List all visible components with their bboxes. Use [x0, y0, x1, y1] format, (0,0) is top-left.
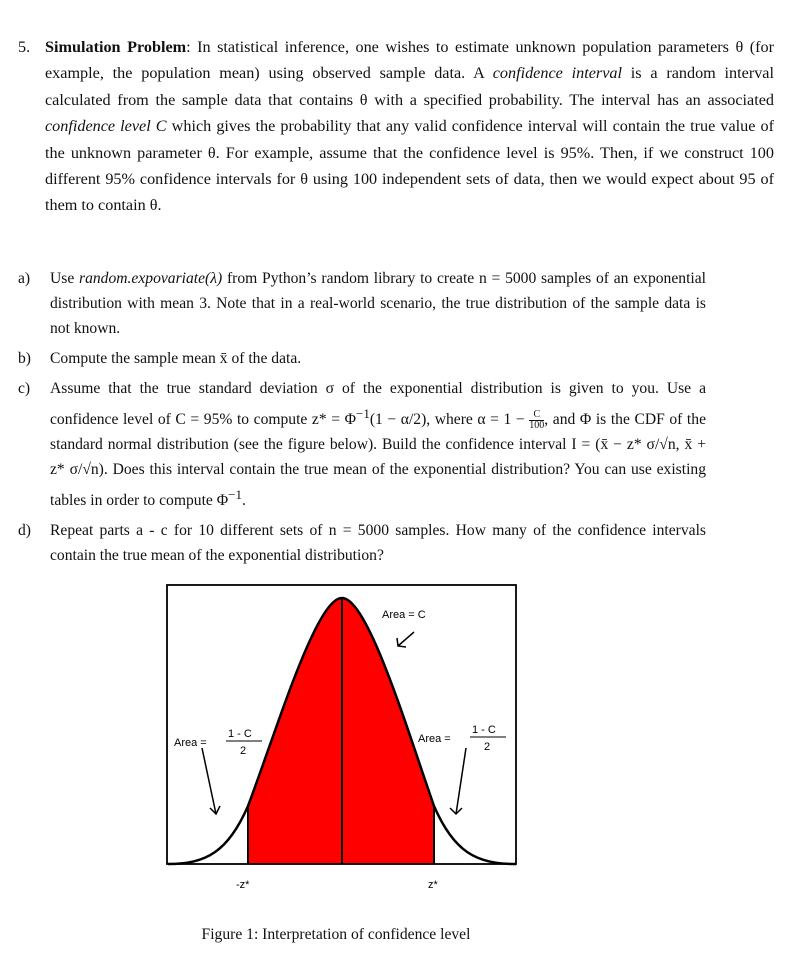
part-a-label: a) — [18, 270, 31, 287]
part-c-text-1: Assume that the true standard deviation σ of the exponential distribution is given to you. Use a confidence level of C = 95% to compute z* = Φ — [50, 380, 706, 429]
part-a-text-2: from Python’s random library to create n = 5000 samples of an exponential distribution with mean 3. Note that in a real-world scenario, the true distribution of the sample data is not known. — [50, 270, 706, 337]
normal-curve-svg — [166, 582, 518, 916]
problem-paragraph — [18, 34, 774, 219]
arrow-right — [450, 748, 466, 814]
term-confidence-level: confidence level C — [45, 117, 167, 136]
part-c-text-3: , and Φ is the CDF of the standard normal distribution (see the figure below). Build the confidence interval I = (x̄ − z* σ/√n, x̄ + z* σ/√n). Does this interval contain the true mean of the exponential distribution? You can use existing tables in order to compute Φ — [50, 411, 706, 510]
intro-part-2: is a random interval calculated from the sample data that contains θ with a specified probability. The interval has an associated — [45, 64, 774, 109]
part-c-frac-num: C — [533, 409, 541, 421]
part-c-frac-den: 100 — [529, 420, 545, 432]
problem-title: Simulation Problem — [45, 38, 187, 56]
term-confidence-interval: confidence interval — [492, 64, 622, 83]
intro-part-1: : In statistical inference, one wishes to estimate unknown population parameters θ (for example, the population mean) using observed sample data. A — [45, 38, 774, 83]
part-d — [18, 518, 706, 568]
intro-part-3: which gives the probability that any valid confidence interval will contain the true value of the unknown parameter θ. For example, assume that the confidence level is 95%. Then, if we construct 100 different 95% confidence intervals for θ using 100 independent sets of data, then we would expect about 95 of them to contain θ. — [45, 117, 774, 215]
part-c-sup-2: −1 — [228, 487, 242, 503]
part-a-function: random.expovariate(λ) — [79, 270, 223, 287]
part-c-label: c) — [18, 380, 31, 397]
figure-normal-distribution — [166, 582, 518, 916]
part-c-fraction — [529, 410, 544, 431]
part-b-label: b) — [18, 350, 31, 367]
label-area-left: Area = — [174, 737, 207, 749]
label-area-right: Area = — [418, 733, 451, 745]
label-left-frac-num: 1 - C — [228, 728, 252, 740]
label-neg-z: -z* — [236, 879, 250, 891]
arrow-left — [202, 748, 220, 814]
label-pos-z: z* — [428, 879, 438, 891]
problem-number: 5. — [18, 38, 31, 56]
part-a-text-1: Use — [50, 270, 80, 287]
problem-text — [45, 34, 774, 219]
arrow-center — [397, 632, 414, 647]
part-c-text-4: . — [241, 492, 246, 510]
part-c-text-2: (1 − α/2), where α = 1 − — [369, 411, 530, 429]
part-d-label: d) — [18, 522, 31, 540]
label-area-center: Area = C — [382, 609, 426, 621]
label-left-frac-den: 2 — [240, 745, 247, 757]
parts-list — [18, 266, 706, 573]
part-c — [18, 376, 706, 513]
label-right-frac-den: 2 — [484, 741, 491, 753]
part-c-sup-1: −1 — [356, 406, 370, 421]
figure-caption: Figure 1: Interpretation of confidence level — [201, 926, 471, 943]
part-b — [18, 346, 706, 371]
part-b-text: Compute the sample mean x̄ of the data. — [50, 350, 302, 367]
part-a — [18, 266, 706, 341]
part-d-text: Repeat parts a - c for 10 different sets of n = 5000 samples. How many of the confidence intervals contain the true mean of the exponential distribution? — [50, 522, 706, 565]
label-right-frac-num: 1 - C — [472, 724, 496, 736]
